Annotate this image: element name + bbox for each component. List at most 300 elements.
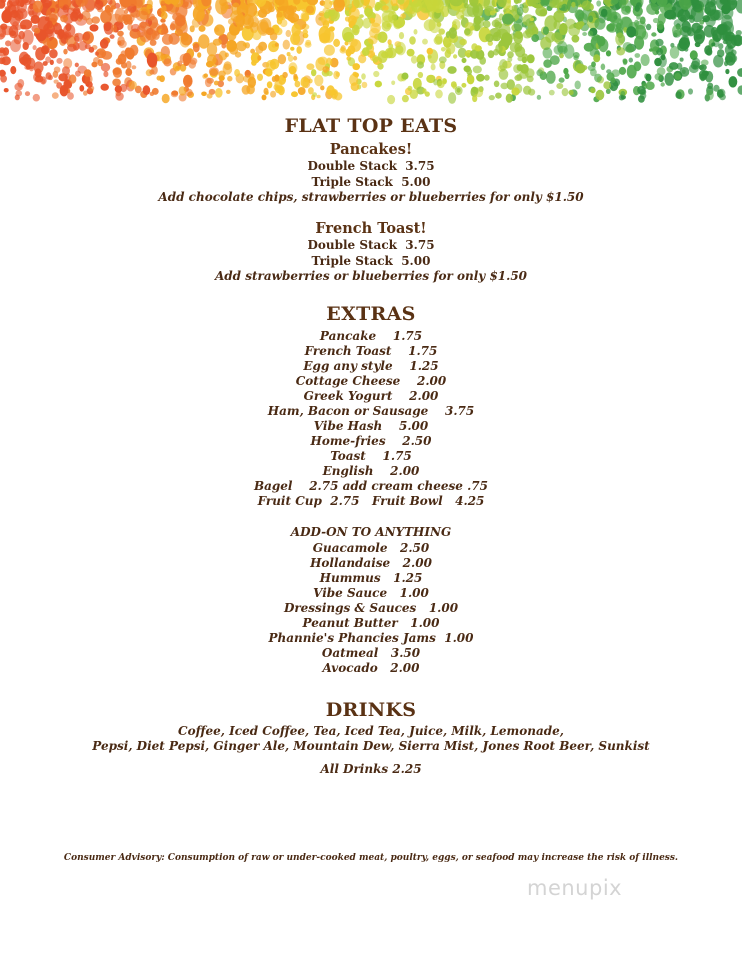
confetti-dot: [163, 58, 171, 66]
confetti-dot: [563, 68, 568, 75]
confetti-dot: [407, 49, 415, 57]
extras-item: Pancake 1.75: [319, 329, 423, 343]
confetti-dot: [571, 2, 575, 8]
confetti-dot: [269, 2, 275, 9]
confetti-dot: [278, 54, 286, 64]
confetti-dot: [670, 46, 680, 59]
confetti-dot: [183, 61, 189, 66]
confetti-dot: [143, 85, 151, 95]
confetti-dot: [422, 39, 428, 45]
confetti-dot: [79, 85, 84, 92]
confetti-dot: [201, 92, 207, 97]
confetti-dot: [206, 61, 214, 68]
confetti-dot: [427, 48, 433, 55]
confetti-dot: [388, 11, 397, 23]
confetti-dot: [635, 53, 641, 58]
confetti-dot: [126, 14, 135, 22]
confetti-dot: [451, 81, 457, 88]
confetti-dot: [724, 35, 733, 45]
confetti-dot: [218, 71, 226, 78]
confetti-dot: [658, 55, 667, 67]
confetti-dot: [536, 69, 543, 76]
confetti-dot: [635, 5, 640, 12]
confetti-dot: [449, 27, 457, 39]
confetti-dot: [490, 10, 496, 15]
confetti-dot: [527, 54, 535, 63]
confetti-dot: [264, 88, 269, 95]
confetti-dot: [657, 21, 664, 30]
confetti-dot: [227, 76, 232, 82]
confetti-dot: [295, 81, 301, 88]
confetti-dot: [219, 51, 227, 61]
confetti-dot: [705, 1, 717, 16]
confetti-dot: [171, 90, 178, 95]
confetti-dot: [161, 12, 168, 20]
confetti-dot: [113, 68, 121, 75]
flat-top-eats-title: FLAT TOP EATS: [284, 115, 458, 137]
confetti-dot: [625, 45, 634, 53]
confetti-dot: [606, 89, 611, 94]
confetti-dot: [101, 84, 109, 91]
confetti-dot: [17, 79, 24, 88]
confetti-dot: [67, 92, 74, 100]
confetti-dot: [596, 0, 601, 6]
add-on-item: Dressings & Sauces 1.00: [283, 601, 459, 615]
add-on-item: Guacamole 2.50: [312, 541, 430, 555]
confetti-dot: [561, 4, 568, 12]
confetti-dot: [368, 36, 378, 45]
confetti-dot: [500, 2, 505, 7]
confetti-dot: [499, 59, 507, 70]
confetti-dot: [33, 94, 40, 102]
confetti-dot: [473, 17, 484, 29]
confetti-dot: [439, 56, 447, 63]
confetti-dot: [317, 95, 321, 99]
confetti-dot: [456, 10, 464, 20]
confetti-dot: [0, 24, 7, 30]
confetti-dot: [147, 53, 158, 68]
confetti-dot: [437, 81, 445, 89]
confetti-dot: [646, 3, 659, 15]
confetti-dot: [62, 66, 70, 75]
confetti-dot: [530, 17, 534, 21]
confetti-dot: [246, 3, 258, 17]
confetti-dot: [204, 73, 208, 77]
confetti-dot: [391, 81, 395, 86]
extras-item: Fruit Cup 2.75 Fruit Bowl 4.25: [257, 494, 485, 508]
confetti-dot: [514, 0, 520, 4]
confetti-dot: [395, 42, 406, 55]
drinks-list-line: Pepsi, Diet Pepsi, Ginger Ale, Mountain Dew, Sierra Mist, Jones Root Beer, Sunkist: [92, 739, 650, 753]
confetti-dot: [551, 32, 562, 42]
french-toast-note: Add strawberries or blueberries for only $1.50: [214, 269, 528, 283]
confetti-dot: [83, 32, 90, 41]
pancakes-item: Double Stack 3.75: [307, 159, 435, 173]
extras-item: Toast 1.75: [330, 449, 412, 463]
confetti-dot: [20, 25, 26, 30]
confetti-dot: [588, 16, 593, 23]
confetti-dot: [48, 75, 53, 80]
confetti-dot: [695, 42, 701, 47]
consumer-advisory: Consumer Advisory: Consumption of raw or under-cooked meat, poultry, eggs, or seafood may increase the risk of illness.: [63, 853, 679, 863]
confetti-dot: [706, 90, 714, 100]
confetti-dot: [596, 90, 605, 100]
confetti-dot: [53, 23, 62, 35]
confetti-dot: [270, 32, 278, 40]
confetti-dot: [75, 71, 81, 77]
confetti-dot: [333, 39, 340, 47]
confetti-dot: [296, 46, 302, 54]
confetti-dot: [400, 13, 406, 19]
confetti-dot: [267, 81, 273, 88]
confetti-dot: [162, 94, 170, 104]
confetti-dot: [377, 63, 383, 70]
confetti-dot: [410, 89, 418, 99]
confetti-dot: [378, 32, 388, 43]
confetti-dot: [187, 78, 192, 85]
confetti-dot: [5, 40, 11, 46]
confetti-dot: [562, 88, 569, 96]
confetti-dot: [645, 74, 651, 82]
drinks-title: DRINKS: [325, 699, 417, 721]
confetti-dot: [431, 64, 436, 71]
confetti-dot: [345, 7, 350, 11]
confetti-dot: [467, 2, 480, 17]
confetti-dot: [117, 36, 124, 46]
confetti-dot: [402, 95, 409, 102]
confetti-dot: [609, 12, 622, 24]
confetti-dot: [251, 60, 257, 66]
confetti-dot: [606, 50, 611, 56]
confetti-dot: [306, 6, 314, 14]
confetti-dot: [95, 52, 99, 56]
confetti-dot: [603, 81, 611, 89]
confetti-dot: [681, 35, 690, 45]
confetti-dot: [699, 64, 707, 70]
extras-item: French Toast 1.75: [304, 344, 438, 358]
confetti-dot: [15, 95, 20, 101]
confetti-dot: [110, 34, 115, 39]
confetti-dot: [3, 47, 9, 56]
confetti-dot: [346, 49, 352, 57]
confetti-dot: [479, 57, 486, 65]
confetti-dot: [672, 25, 682, 37]
confetti-dot: [49, 49, 58, 58]
confetti-dot: [150, 92, 155, 96]
confetti-dot: [352, 63, 360, 70]
confetti-dot: [492, 20, 500, 28]
confetti-dot: [543, 47, 553, 58]
confetti-dot: [626, 26, 636, 37]
confetti-dot: [25, 91, 30, 96]
confetti-dot: [305, 40, 311, 46]
confetti-dot: [435, 90, 443, 99]
confetti-dot: [373, 71, 379, 77]
confetti-dot: [129, 81, 137, 90]
confetti-dot: [242, 85, 251, 95]
confetti-dot: [464, 28, 471, 35]
confetti-dot: [554, 45, 564, 55]
confetti-dot: [606, 23, 618, 33]
confetti-dot: [641, 54, 650, 66]
confetti-dot: [729, 54, 737, 62]
confetti-dot: [70, 11, 79, 21]
confetti-dot: [459, 39, 467, 46]
confetti-dot: [411, 56, 418, 64]
extras-item: Bagel 2.75 add cream cheese .75: [253, 479, 488, 493]
confetti-dot: [517, 64, 524, 71]
confetti-dot: [537, 95, 541, 100]
confetti-dot: [716, 38, 721, 42]
confetti-dot: [306, 63, 314, 70]
confetti-dot: [47, 21, 53, 29]
confetti-dot: [719, 94, 726, 100]
confetti-dot: [576, 10, 585, 21]
confetti-dot: [193, 6, 205, 22]
confetti-dot: [291, 91, 298, 97]
confetti-dot: [268, 28, 272, 33]
confetti-dot: [35, 75, 43, 82]
confetti-dot: [350, 39, 361, 52]
confetti-dot: [514, 75, 522, 81]
confetti-dot: [90, 24, 99, 31]
pancakes-heading: Pancakes!: [329, 141, 413, 158]
confetti-dot: [591, 61, 596, 67]
confetti-dot: [83, 91, 88, 96]
confetti-dot: [680, 58, 684, 62]
confetti-dot: [234, 69, 240, 77]
confetti-dot: [559, 77, 565, 82]
confetti-dot: [83, 76, 90, 83]
confetti-dot: [461, 83, 466, 88]
confetti-dot: [494, 81, 500, 88]
confetti-dot: [311, 69, 316, 76]
extras-item: Greek Yogurt 2.00: [303, 389, 439, 403]
confetti-dot: [349, 7, 360, 20]
extras-item: Vibe Hash 5.00: [313, 419, 429, 433]
confetti-dot: [372, 55, 378, 63]
confetti-dot: [314, 75, 323, 86]
confetti-dot: [50, 60, 54, 65]
confetti-dot: [86, 18, 93, 25]
confetti-dot: [111, 5, 116, 9]
confetti-dot: [352, 25, 360, 36]
confetti-dot: [677, 63, 683, 70]
confetti-dot: [578, 21, 584, 26]
confetti-dot: [33, 1, 43, 13]
french-toast-item: Triple Stack 5.00: [311, 254, 431, 268]
confetti-dot: [697, 25, 703, 30]
confetti-dot: [522, 53, 528, 59]
confetti-dot: [258, 42, 267, 51]
confetti-dot: [448, 92, 456, 104]
confetti-dot: [387, 48, 397, 59]
confetti-dot: [308, 87, 314, 94]
confetti-dot: [467, 75, 475, 85]
confetti-dot: [224, 61, 232, 70]
confetti-dot: [362, 82, 368, 88]
confetti-dot: [257, 55, 261, 60]
confetti-dot: [582, 32, 587, 36]
confetti-dot: [214, 24, 225, 35]
confetti-dot: [199, 25, 206, 32]
menupix-watermark: menupix: [527, 876, 623, 900]
confetti-dot: [207, 78, 214, 84]
confetti-dot: [286, 30, 292, 37]
confetti-dot: [528, 89, 535, 96]
confetti-dot: [620, 0, 632, 11]
confetti-dot: [282, 72, 287, 78]
confetti-dot: [257, 74, 263, 81]
confetti-dot: [475, 45, 482, 51]
confetti-dot: [510, 42, 521, 52]
confetti-dot: [634, 20, 639, 27]
confetti-dot: [188, 59, 196, 68]
confetti-dot: [56, 58, 62, 64]
confetti-dot: [0, 0, 5, 9]
confetti-dot: [711, 43, 715, 47]
extras-item: Home-fries 2.50: [310, 434, 432, 448]
confetti-dot: [495, 7, 500, 12]
confetti-dot: [640, 17, 646, 25]
confetti-dot: [499, 69, 509, 80]
confetti-dot: [53, 71, 59, 78]
confetti-dot: [298, 87, 306, 95]
confetti-dot: [274, 75, 279, 82]
confetti-dot: [112, 79, 121, 87]
confetti-dot: [729, 76, 738, 87]
extras-item: English 2.00: [322, 464, 420, 478]
confetti-dot: [736, 30, 742, 35]
confetti-dot: [175, 15, 186, 26]
confetti-dot: [388, 39, 392, 45]
confetti-dot: [728, 46, 732, 50]
confetti-dot: [593, 54, 600, 62]
confetti-dot: [737, 68, 742, 77]
confetti-dot: [323, 0, 332, 9]
confetti-dot: [619, 67, 626, 75]
confetti-dot: [115, 8, 126, 23]
confetti-dot: [675, 91, 681, 98]
confetti-dot: [462, 58, 467, 63]
confetti-dot: [492, 35, 499, 41]
confetti-dot: [293, 74, 297, 80]
confetti-dot: [428, 55, 432, 59]
confetti-dot: [190, 25, 195, 32]
confetti-dot: [506, 94, 513, 103]
confetti-dot: [402, 73, 409, 80]
confetti-dot: [721, 22, 727, 29]
confetti-dot: [27, 58, 36, 69]
confetti-dot: [713, 55, 723, 68]
confetti-dot: [275, 85, 283, 93]
confetti-dot: [619, 95, 625, 101]
confetti-dot: [290, 47, 294, 51]
confetti-dot: [672, 6, 676, 11]
confetti-dot: [115, 85, 122, 93]
confetti-dot: [598, 38, 608, 52]
confetti-dot: [270, 91, 276, 98]
confetti-dot: [270, 61, 275, 65]
confetti-dot: [126, 48, 135, 60]
confetti-dot: [59, 2, 64, 9]
confetti-dot: [215, 88, 223, 98]
confetti-dot: [375, 81, 382, 88]
confetti-dot: [11, 1, 20, 13]
confetti-dot: [706, 48, 713, 56]
confetti-dot: [207, 93, 213, 98]
confetti-dot: [209, 67, 219, 76]
confetti-dot: [275, 43, 279, 47]
confetti-dot: [145, 28, 157, 40]
confetti-dot: [646, 24, 651, 30]
confetti-dot: [301, 77, 310, 88]
french-toast-item: Double Stack 3.75: [307, 238, 435, 252]
extras-item: Egg any style 1.25: [303, 359, 439, 373]
confetti-dot: [340, 47, 347, 53]
confetti-dot: [661, 82, 665, 86]
confetti-dot: [525, 68, 535, 78]
confetti-dot: [180, 33, 191, 48]
confetti-dot: [473, 66, 482, 74]
add-on-item: Avocado 2.00: [322, 661, 420, 675]
confetti-dot: [324, 12, 330, 19]
confetti-dot: [157, 76, 162, 81]
confetti-dot: [75, 63, 79, 68]
confetti-dot: [594, 74, 602, 83]
confetti-dot: [324, 45, 335, 56]
confetti-dot: [67, 44, 77, 52]
confetti-dot: [235, 14, 245, 27]
confetti-dot: [52, 92, 59, 99]
confetti-dot: [414, 29, 418, 35]
confetti-dot: [496, 29, 508, 39]
confetti-dot: [409, 36, 416, 44]
confetti-dot: [349, 74, 358, 86]
pancakes-item: Triple Stack 5.00: [311, 175, 431, 189]
confetti-dot: [464, 66, 471, 73]
confetti-dot: [288, 55, 293, 62]
confetti-dot: [680, 15, 686, 23]
extras-title: EXTRAS: [326, 303, 416, 325]
confetti-dot: [177, 61, 182, 67]
confetti-dot: [363, 5, 368, 9]
confetti-dot: [473, 88, 479, 95]
confetti-dot: [572, 35, 580, 43]
confetti-dot: [214, 81, 219, 86]
confetti-dot: [332, 94, 337, 99]
confetti-dot: [699, 70, 708, 79]
confetti-dot: [590, 88, 595, 94]
confetti-dot: [289, 66, 296, 75]
confetti-dot: [84, 69, 92, 77]
confetti-dot: [277, 17, 282, 24]
confetti-dot: [425, 91, 430, 96]
confetti-dot: [326, 71, 332, 76]
confetti-dot: [318, 57, 328, 65]
add-on-heading: ADD-ON TO ANYTHING: [290, 525, 452, 539]
confetti-dot: [470, 26, 475, 31]
confetti-dot: [488, 50, 495, 58]
confetti-dot: [581, 65, 587, 70]
confetti-dot: [101, 51, 112, 60]
confetti-dot: [265, 68, 273, 76]
confetti-dot: [50, 8, 55, 13]
confetti-dot: [526, 29, 534, 38]
confetti-dot: [517, 7, 524, 16]
confetti-dot: [429, 17, 441, 33]
confetti-dot: [326, 85, 334, 95]
